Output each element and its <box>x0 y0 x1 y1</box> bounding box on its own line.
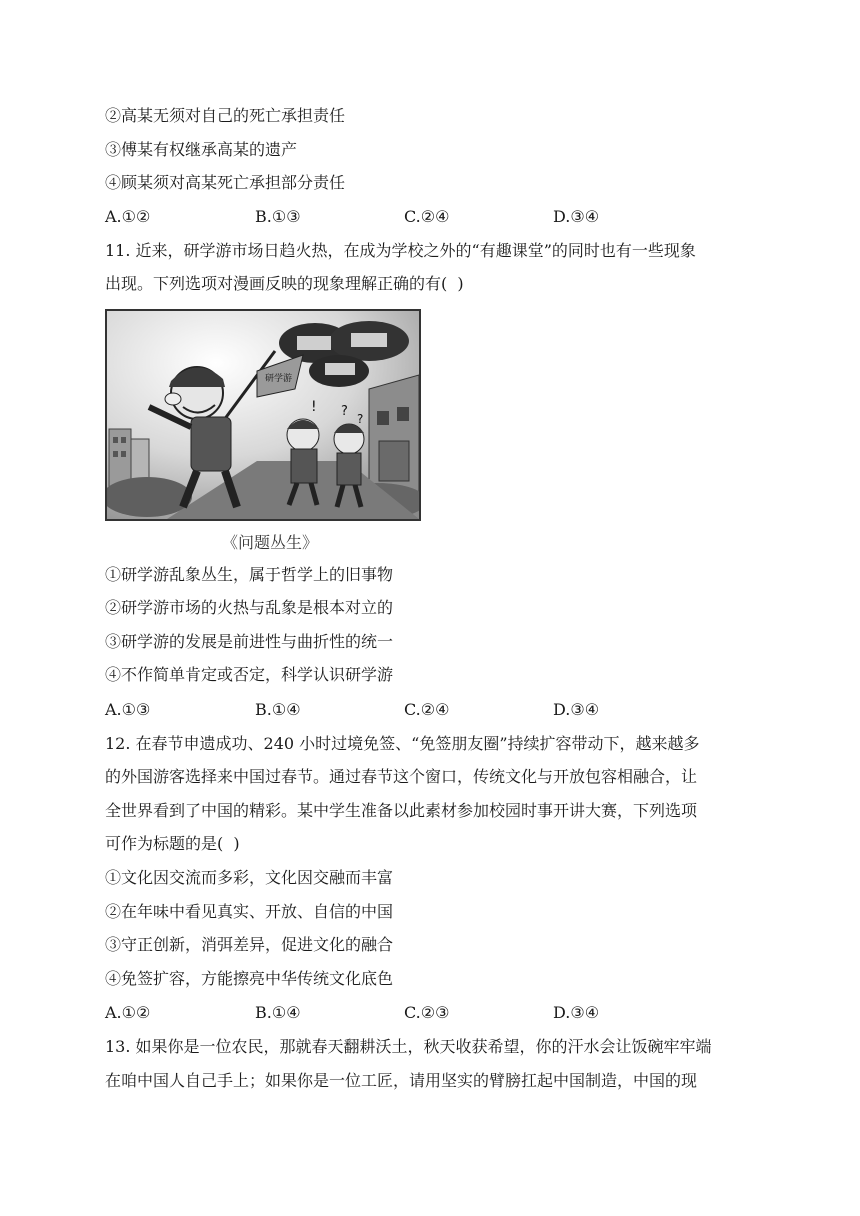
q12-stem-line-1: 12. 在春节申遗成功、240 小时过境免签、“免签朋友圈”持续扩容带动下，越来越多 <box>105 734 700 753</box>
q12-option-a: A.①② <box>105 1003 151 1022</box>
q13-stem-line-2: 在咱中国人自己手上；如果你是一位工匠，请用坚实的臂膀扛起中国制造，中国的现 <box>105 1071 698 1090</box>
q11-statement-2: ②研学游市场的火热与乱象是根本对立的 <box>105 598 394 617</box>
prev-option-c: C.②④ <box>404 207 450 226</box>
q11-option-a: A.①③ <box>105 700 151 719</box>
q12-stem-line-4: 可作为标题的是( ) <box>105 834 240 853</box>
cartoon-flag-text: 研学游 <box>265 374 293 384</box>
q11-stem-line-2: 出现。下列选项对漫画反映的现象理解正确的有( ) <box>105 274 464 293</box>
q11-option-b: B.①④ <box>255 700 301 719</box>
q12-statement-4: ④免签扩容，方能擦亮中华传统文化底色 <box>105 969 394 988</box>
q11-statement-1: ①研学游乱象丛生，属于哲学上的旧事物 <box>105 565 394 584</box>
q11-statement-4: ④不作简单肯定或否定，科学认识研学游 <box>105 665 394 684</box>
q12-stem-line-2: 的外国游客选择来中国过春节。通过春节这个窗口，传统文化与开放包容相融合，让 <box>105 767 698 786</box>
q13-stem-line-1: 13. 如果你是一位农民，那就春天翻耕沃土，秋天收获希望，你的汗水会让饭碗牢牢端 <box>105 1037 712 1056</box>
cartoon-illustration <box>107 311 419 519</box>
prev-option-a: A.①② <box>105 207 151 226</box>
q12-statement-2: ②在年味中看见真实、开放、自信的中国 <box>105 902 394 921</box>
q12-statement-3: ③守正创新，消弭差异，促进文化的融合 <box>105 935 394 954</box>
svg-text:?: ? <box>357 412 364 426</box>
q11-stem-line-1: 11. 近来，研学游市场日趋火热，在成为学校之外的“有趣课堂”的同时也有一些现象 <box>105 241 696 260</box>
prev-option-b: B.①③ <box>255 207 301 226</box>
prev-statement-4: ④顾某须对高某死亡承担部分责任 <box>105 173 346 192</box>
q12-statement-1: ①文化因交流而多彩，文化因交融而丰富 <box>105 868 394 887</box>
q12-option-d: D.③④ <box>553 1003 600 1022</box>
prev-statement-2: ②高某无须对自己的死亡承担责任 <box>105 106 346 125</box>
q12-option-b: B.①④ <box>255 1003 301 1022</box>
svg-text:?: ? <box>341 404 348 419</box>
cartoon-caption: 《问题丛生》 <box>222 533 319 552</box>
cartoon-image <box>105 309 421 521</box>
q11-option-d: D.③④ <box>553 700 600 719</box>
prev-option-d: D.③④ <box>553 207 600 226</box>
q11-option-c: C.②④ <box>404 700 450 719</box>
q12-option-c: C.②③ <box>404 1003 450 1022</box>
q11-statement-3: ③研学游的发展是前进性与曲折性的统一 <box>105 632 394 651</box>
svg-text:!: ! <box>311 399 317 415</box>
q12-stem-line-3: 全世界看到了中国的精彩。某中学生准备以此素材参加校园时事开讲大赛，下列选项 <box>105 801 698 820</box>
prev-statement-3: ③傅某有权继承高某的遗产 <box>105 140 298 159</box>
